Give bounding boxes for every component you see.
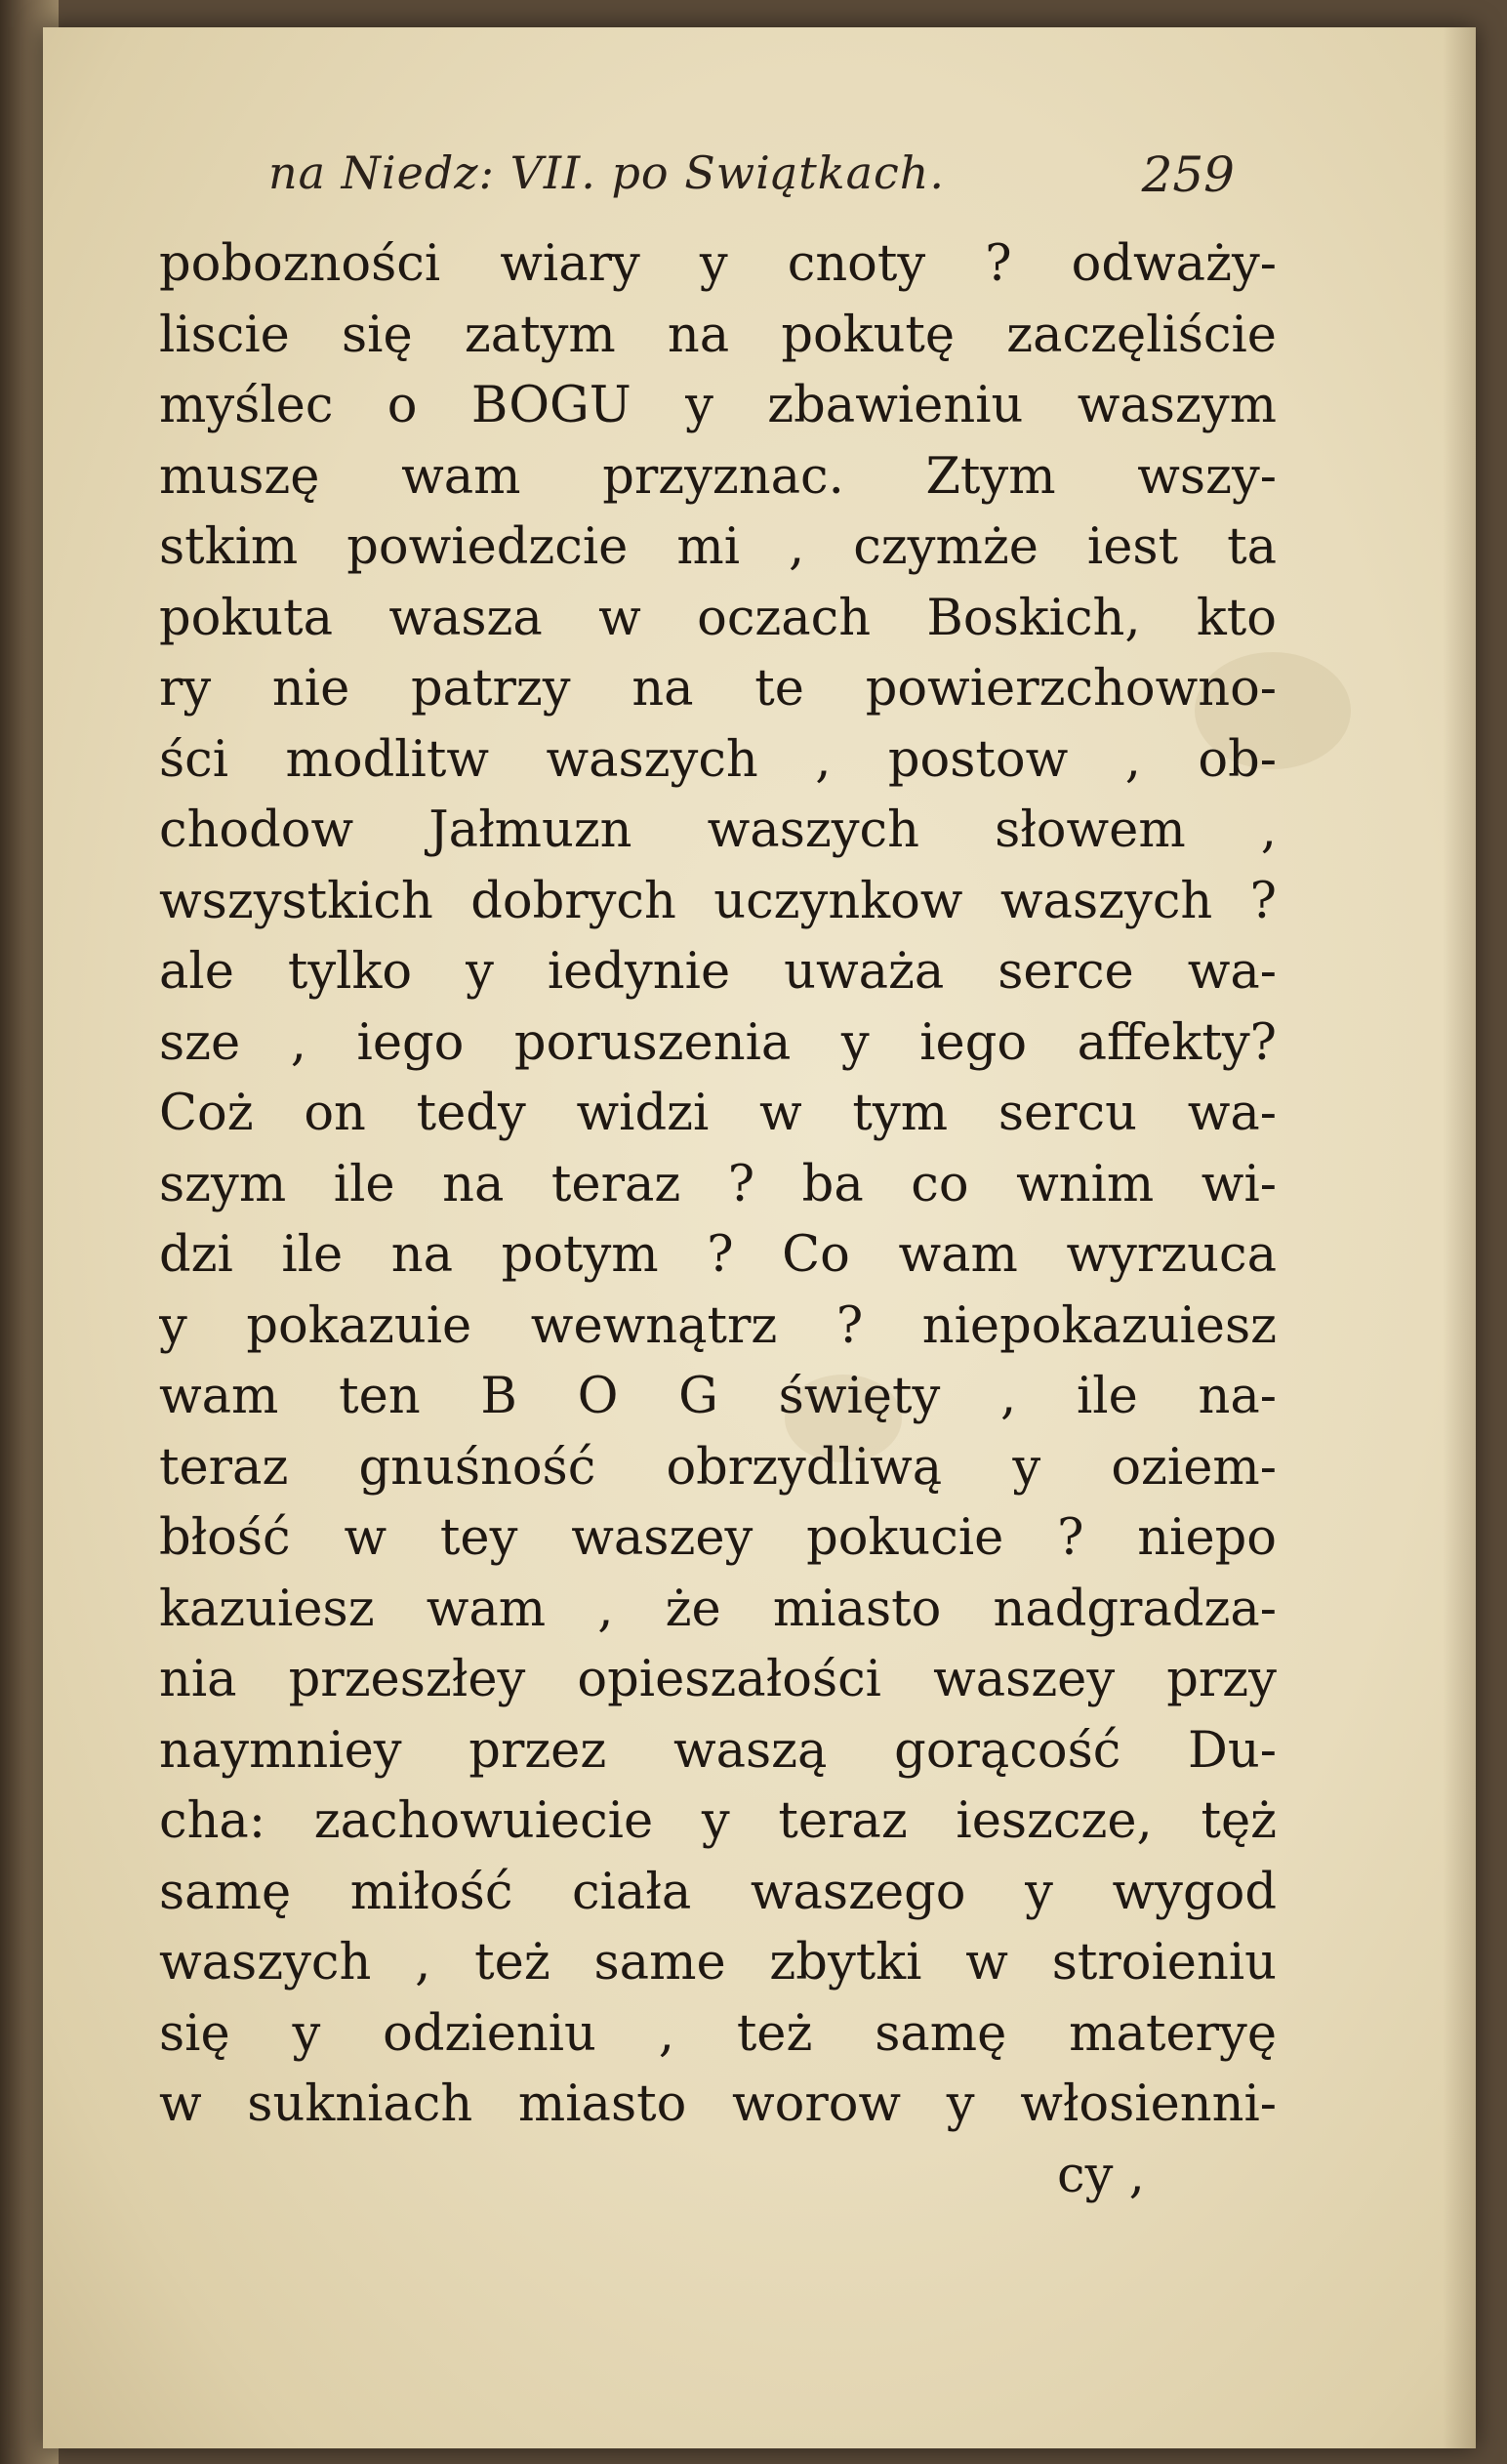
text-line: wszystkich dobrych uczynkow waszych ? — [159, 872, 1277, 930]
text-line: chodow Jałmuzn waszych słowem , — [159, 801, 1277, 859]
text-line: myślec o BOGU y zbawieniu waszym — [159, 377, 1277, 434]
text-line: pokuta wasza w oczach Boskich, kto — [159, 589, 1277, 647]
text-line: błość w tey waszey pokucie ? niepo — [159, 1509, 1277, 1567]
text-line: pobozności wiary y cnoty ? odważy- — [159, 235, 1277, 293]
page-edge-shadow — [1443, 27, 1476, 2448]
text-line: cha: zachowuiecie y teraz ieszcze, tęż — [159, 1792, 1277, 1850]
text-line: ale tylko y iedynie uważa serce wa- — [159, 943, 1277, 1001]
body-text — [159, 229, 1277, 2211]
text-line: sze , iego poruszenia y iego affekty? — [159, 1013, 1277, 1072]
text-line: się y odzieniu , też samę materyę — [159, 2004, 1277, 2063]
text-line: samę miłość ciała waszego y wygod — [159, 1863, 1277, 1921]
text-line: liscie się zatym na pokutę zaczęliście — [159, 306, 1277, 364]
page-number: 259 — [1141, 146, 1235, 203]
catchword: cy , — [1057, 2146, 1145, 2204]
text-line: ści modlitw waszych , postow , ob- — [159, 730, 1277, 789]
text-line: kazuiesz wam , że miasto nadgradza- — [159, 1580, 1277, 1638]
text-line: Coż on tedy widzi w tym sercu wa- — [159, 1085, 1277, 1142]
text-line: waszych , też same zbytki w stroieniu — [159, 1934, 1277, 1992]
text-line: ry nie patrzy na te powierzchowno- — [159, 660, 1277, 718]
text-line: naymniey przez waszą gorącość Du- — [159, 1721, 1277, 1780]
text-line: stkim powiedzcie mi , czymże iest ta — [159, 518, 1277, 576]
page-header — [259, 146, 1235, 215]
text-line: w sukniach miasto worow y włosienni- — [159, 2075, 1277, 2133]
text-line: muszę wam przyznac. Ztym wszy- — [159, 447, 1277, 506]
text-line: dzi ile na potym ? Co wam wyrzuca — [159, 1226, 1277, 1284]
text-line: wam ten B O G święty , ile na- — [159, 1368, 1277, 1425]
running-head: na Niedz: VII. po Swiątkach. — [268, 146, 946, 199]
text-line: teraz gnuśność obrzydliwą y oziem- — [159, 1438, 1277, 1497]
text-line: nia przeszłey opieszałości waszey przy — [159, 1651, 1277, 1708]
text-line: szym ile na teraz ? ba co wnim wi- — [159, 1155, 1277, 1213]
text-line: y pokazuie wewnątrz ? niepokazuiesz — [159, 1296, 1277, 1355]
